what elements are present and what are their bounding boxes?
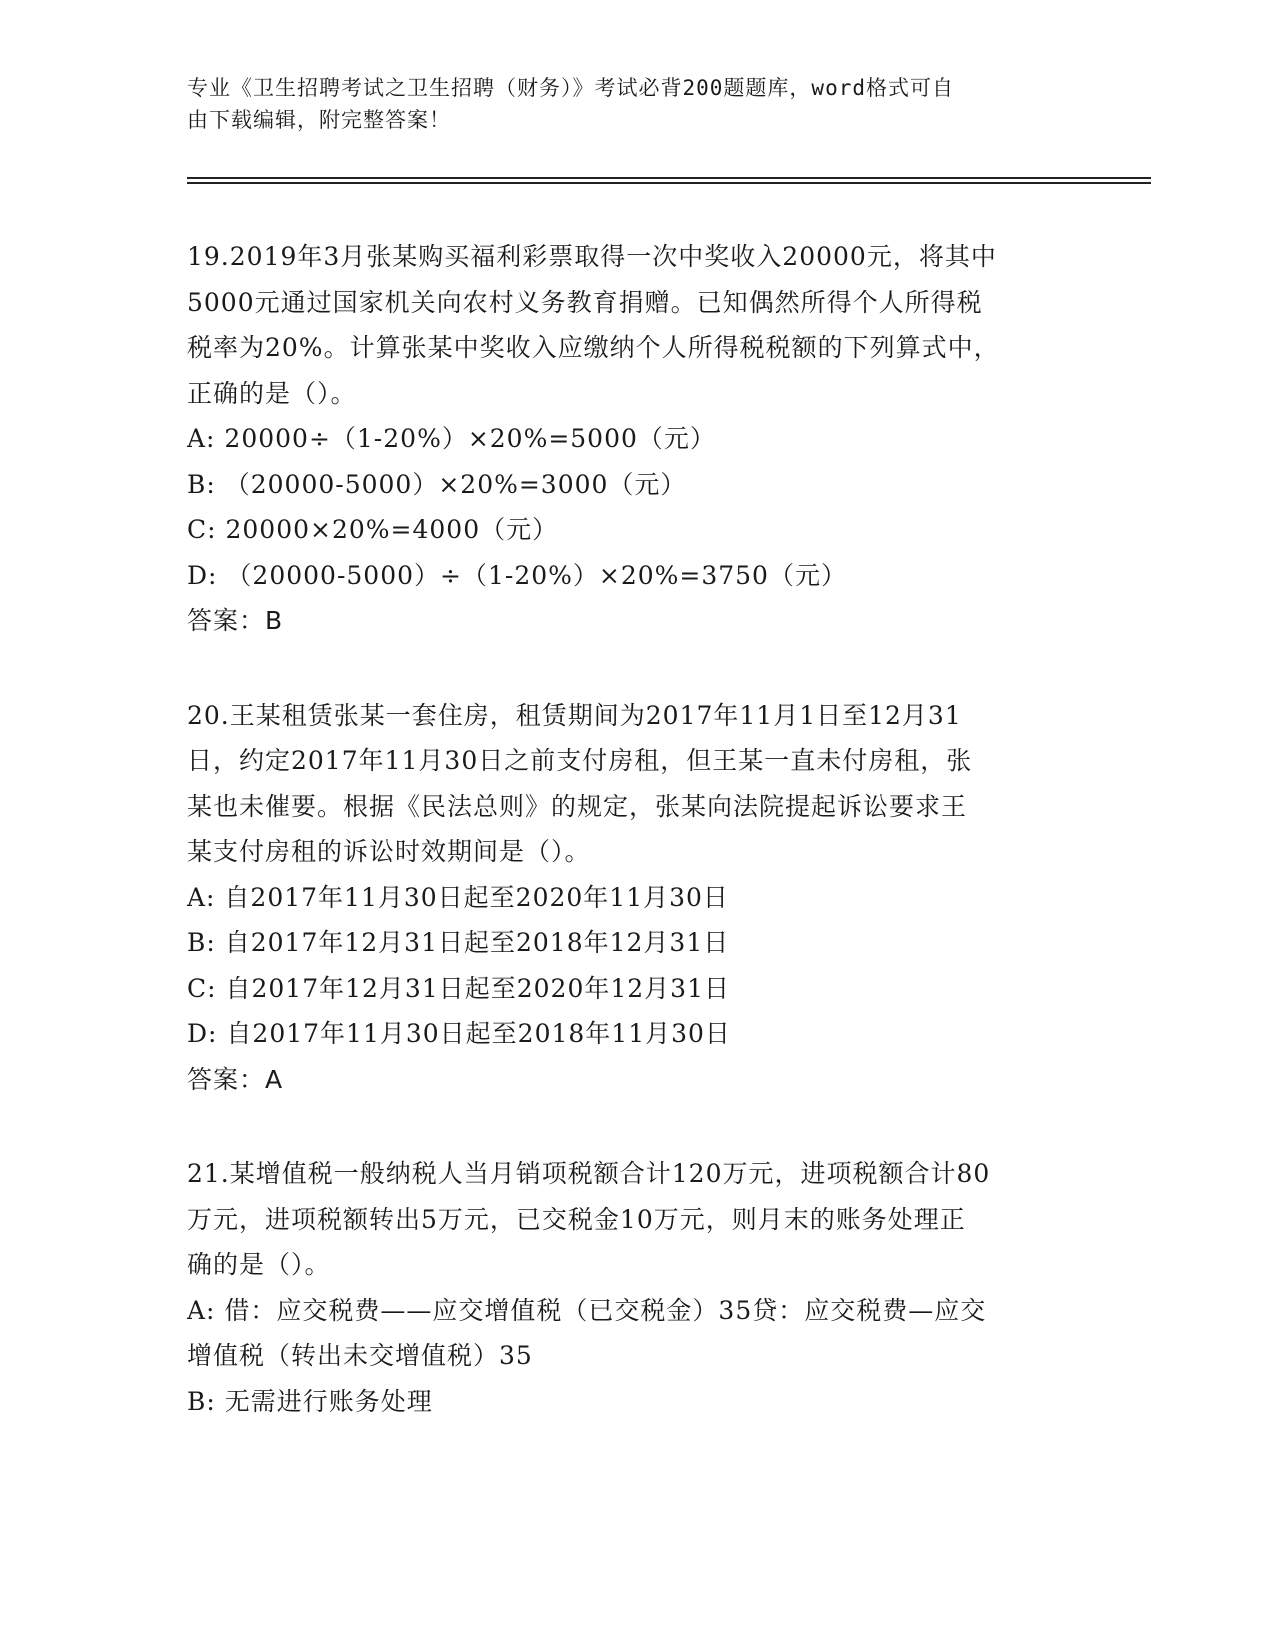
- option-c: C: 自2017年12月31日起至2020年12月31日: [187, 973, 730, 1003]
- stem-line: 21.某增值税一般纳税人当月销项税额合计120万元，进项税额合计80: [187, 1159, 991, 1188]
- stem-line: 万元，进项税额转出5万元，已交税金10万元，则月末的账务处理正: [187, 1204, 966, 1234]
- document-header: [187, 72, 1067, 136]
- header-line-2: 由下载编辑，附完整答案！: [187, 108, 451, 132]
- stem-line: 5000元通过国家机关向农村义务教育捐赠。已知偶然所得个人所得税: [187, 287, 983, 317]
- question-21: [187, 1151, 1087, 1424]
- question-stem: [187, 234, 1087, 416]
- stem-line: 20.王某租赁张某一套住房，租赁期间为2017年11月1日至12月31: [187, 700, 962, 730]
- option-b: B: 无需进行账务处理: [187, 1386, 433, 1416]
- option-d: D: 自2017年11月30日起至2018年11月30日: [187, 1019, 731, 1048]
- stem-line: 确的是（）。: [187, 1250, 331, 1279]
- option-c: C: 20000×20%=4000（元）: [187, 515, 559, 544]
- option-a: A: 借：应交税费——应交增值税（已交税金）35贷：应交税费—应交: [187, 1295, 987, 1325]
- stem-line: 某支付房租的诉讼时效期间是（）。: [187, 837, 591, 866]
- option-a: A: 20000÷（1-20%）×20%=5000（元）: [187, 424, 716, 453]
- question-stem: [187, 1151, 1087, 1288]
- option-b: B: 自2017年12月31日起至2018年12月31日: [187, 928, 730, 957]
- question-list: [187, 234, 1087, 1473]
- header-divider-top: [187, 177, 1151, 179]
- stem-line: 日，约定2017年11月30日之前支付房租，但王某一直未付房租，张: [187, 746, 973, 775]
- stem-line: 税率为20%。计算张某中奖收入应缴纳个人所得税税额的下列算式中，: [187, 333, 1000, 362]
- question-19: [187, 234, 1087, 644]
- option-a-continued: 增值税（转出未交增值税）35: [187, 1341, 533, 1370]
- stem-line: 正确的是（）。: [187, 378, 357, 408]
- answer-label: 答案：A: [187, 1064, 284, 1094]
- question-20: [187, 693, 1087, 1103]
- stem-line: 19.2019年3月张某购买福利彩票取得一次中奖收入20000元，将其中: [187, 242, 997, 271]
- question-stem: [187, 693, 1087, 875]
- header-divider-bottom: [187, 182, 1151, 184]
- option-b: B: （20000-5000）×20%=3000（元）: [187, 469, 687, 499]
- stem-line: 某也未催要。根据《民法总则》的规定，张某向法院提起诉讼要求王: [187, 791, 968, 821]
- header-line-1: 专业《卫生招聘考试之卫生招聘（财务）》考试必背200题题库，word格式可自: [187, 76, 954, 100]
- option-d: D: （20000-5000）÷（1-20%）×20%=3750（元）: [187, 560, 847, 590]
- option-a: A: 自2017年11月30日起至2020年11月30日: [187, 882, 729, 912]
- answer-label: 答案：B: [187, 606, 284, 635]
